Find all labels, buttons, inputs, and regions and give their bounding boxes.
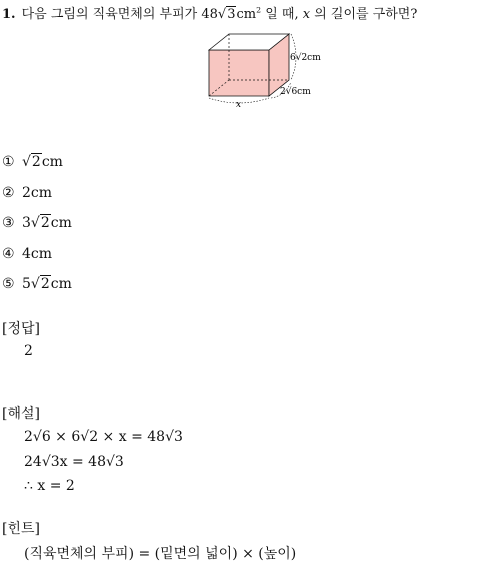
option-5-radicand: 2 [40, 276, 50, 292]
option-2-mark: ② [2, 185, 15, 201]
answer-title: [정답] [2, 321, 40, 337]
option-3-sqrt: √2 [30, 215, 50, 231]
option-5[interactable] [2, 276, 72, 292]
volume-exponent: 2 [256, 5, 262, 15]
option-1-radicand: 2 [31, 154, 41, 170]
option-4-mark: ④ [2, 246, 15, 262]
option-3[interactable] [2, 215, 72, 231]
option-1-unit: cm [41, 154, 63, 170]
width-label: x [236, 100, 242, 108]
solution-title: [해설] [2, 406, 40, 422]
question-text-after: 일 때, [261, 7, 303, 22]
question-line [2, 3, 417, 22]
option-5-mark: ⑤ [2, 276, 15, 292]
option-5-coef: 5 [22, 276, 31, 292]
cuboid-figure [205, 26, 335, 112]
solution-line-2: 24√3x = 48√3 [24, 454, 124, 470]
option-3-radicand: 2 [40, 215, 50, 231]
option-5-unit: cm [50, 276, 72, 292]
volume-radicand: 3 [227, 7, 236, 22]
volume-sqrt: √3 [217, 7, 236, 22]
cuboid-front-face [209, 50, 269, 96]
solution-line-3: ∴ x = 2 [24, 478, 75, 494]
option-2-text: 2cm [22, 185, 53, 201]
option-4-text: 4cm [22, 246, 53, 262]
option-4[interactable] [2, 246, 52, 262]
height-label: 6√2cm [290, 53, 321, 63]
answer-value: 2 [24, 343, 33, 359]
solution-line-1: 2√6 × 6√2 × x = 48√3 [24, 429, 183, 445]
hint-title: [힌트] [2, 521, 40, 537]
option-3-coef: 3 [22, 215, 31, 231]
option-2[interactable] [2, 185, 52, 201]
option-1[interactable] [2, 154, 63, 170]
option-1-mark: ① [2, 154, 15, 170]
option-3-mark: ③ [2, 215, 15, 231]
question-variable: x [302, 7, 311, 22]
question-text-end: 의 길이를 구하면? [310, 7, 418, 22]
option-1-sqrt: √2 [22, 154, 41, 170]
question-number: 1. [2, 7, 16, 22]
volume-unit: cm [236, 7, 257, 22]
hint-text: (직육면체의 부피) = (밑면의 넓이) × (높이) [24, 546, 297, 562]
option-5-sqrt: √2 [30, 276, 50, 292]
option-3-unit: cm [50, 215, 72, 231]
question-text-before: 다음 그림의 직육면체의 부피가 48 [21, 7, 218, 22]
depth-label: 2√6cm [280, 87, 311, 97]
cuboid-diagram [205, 26, 335, 108]
